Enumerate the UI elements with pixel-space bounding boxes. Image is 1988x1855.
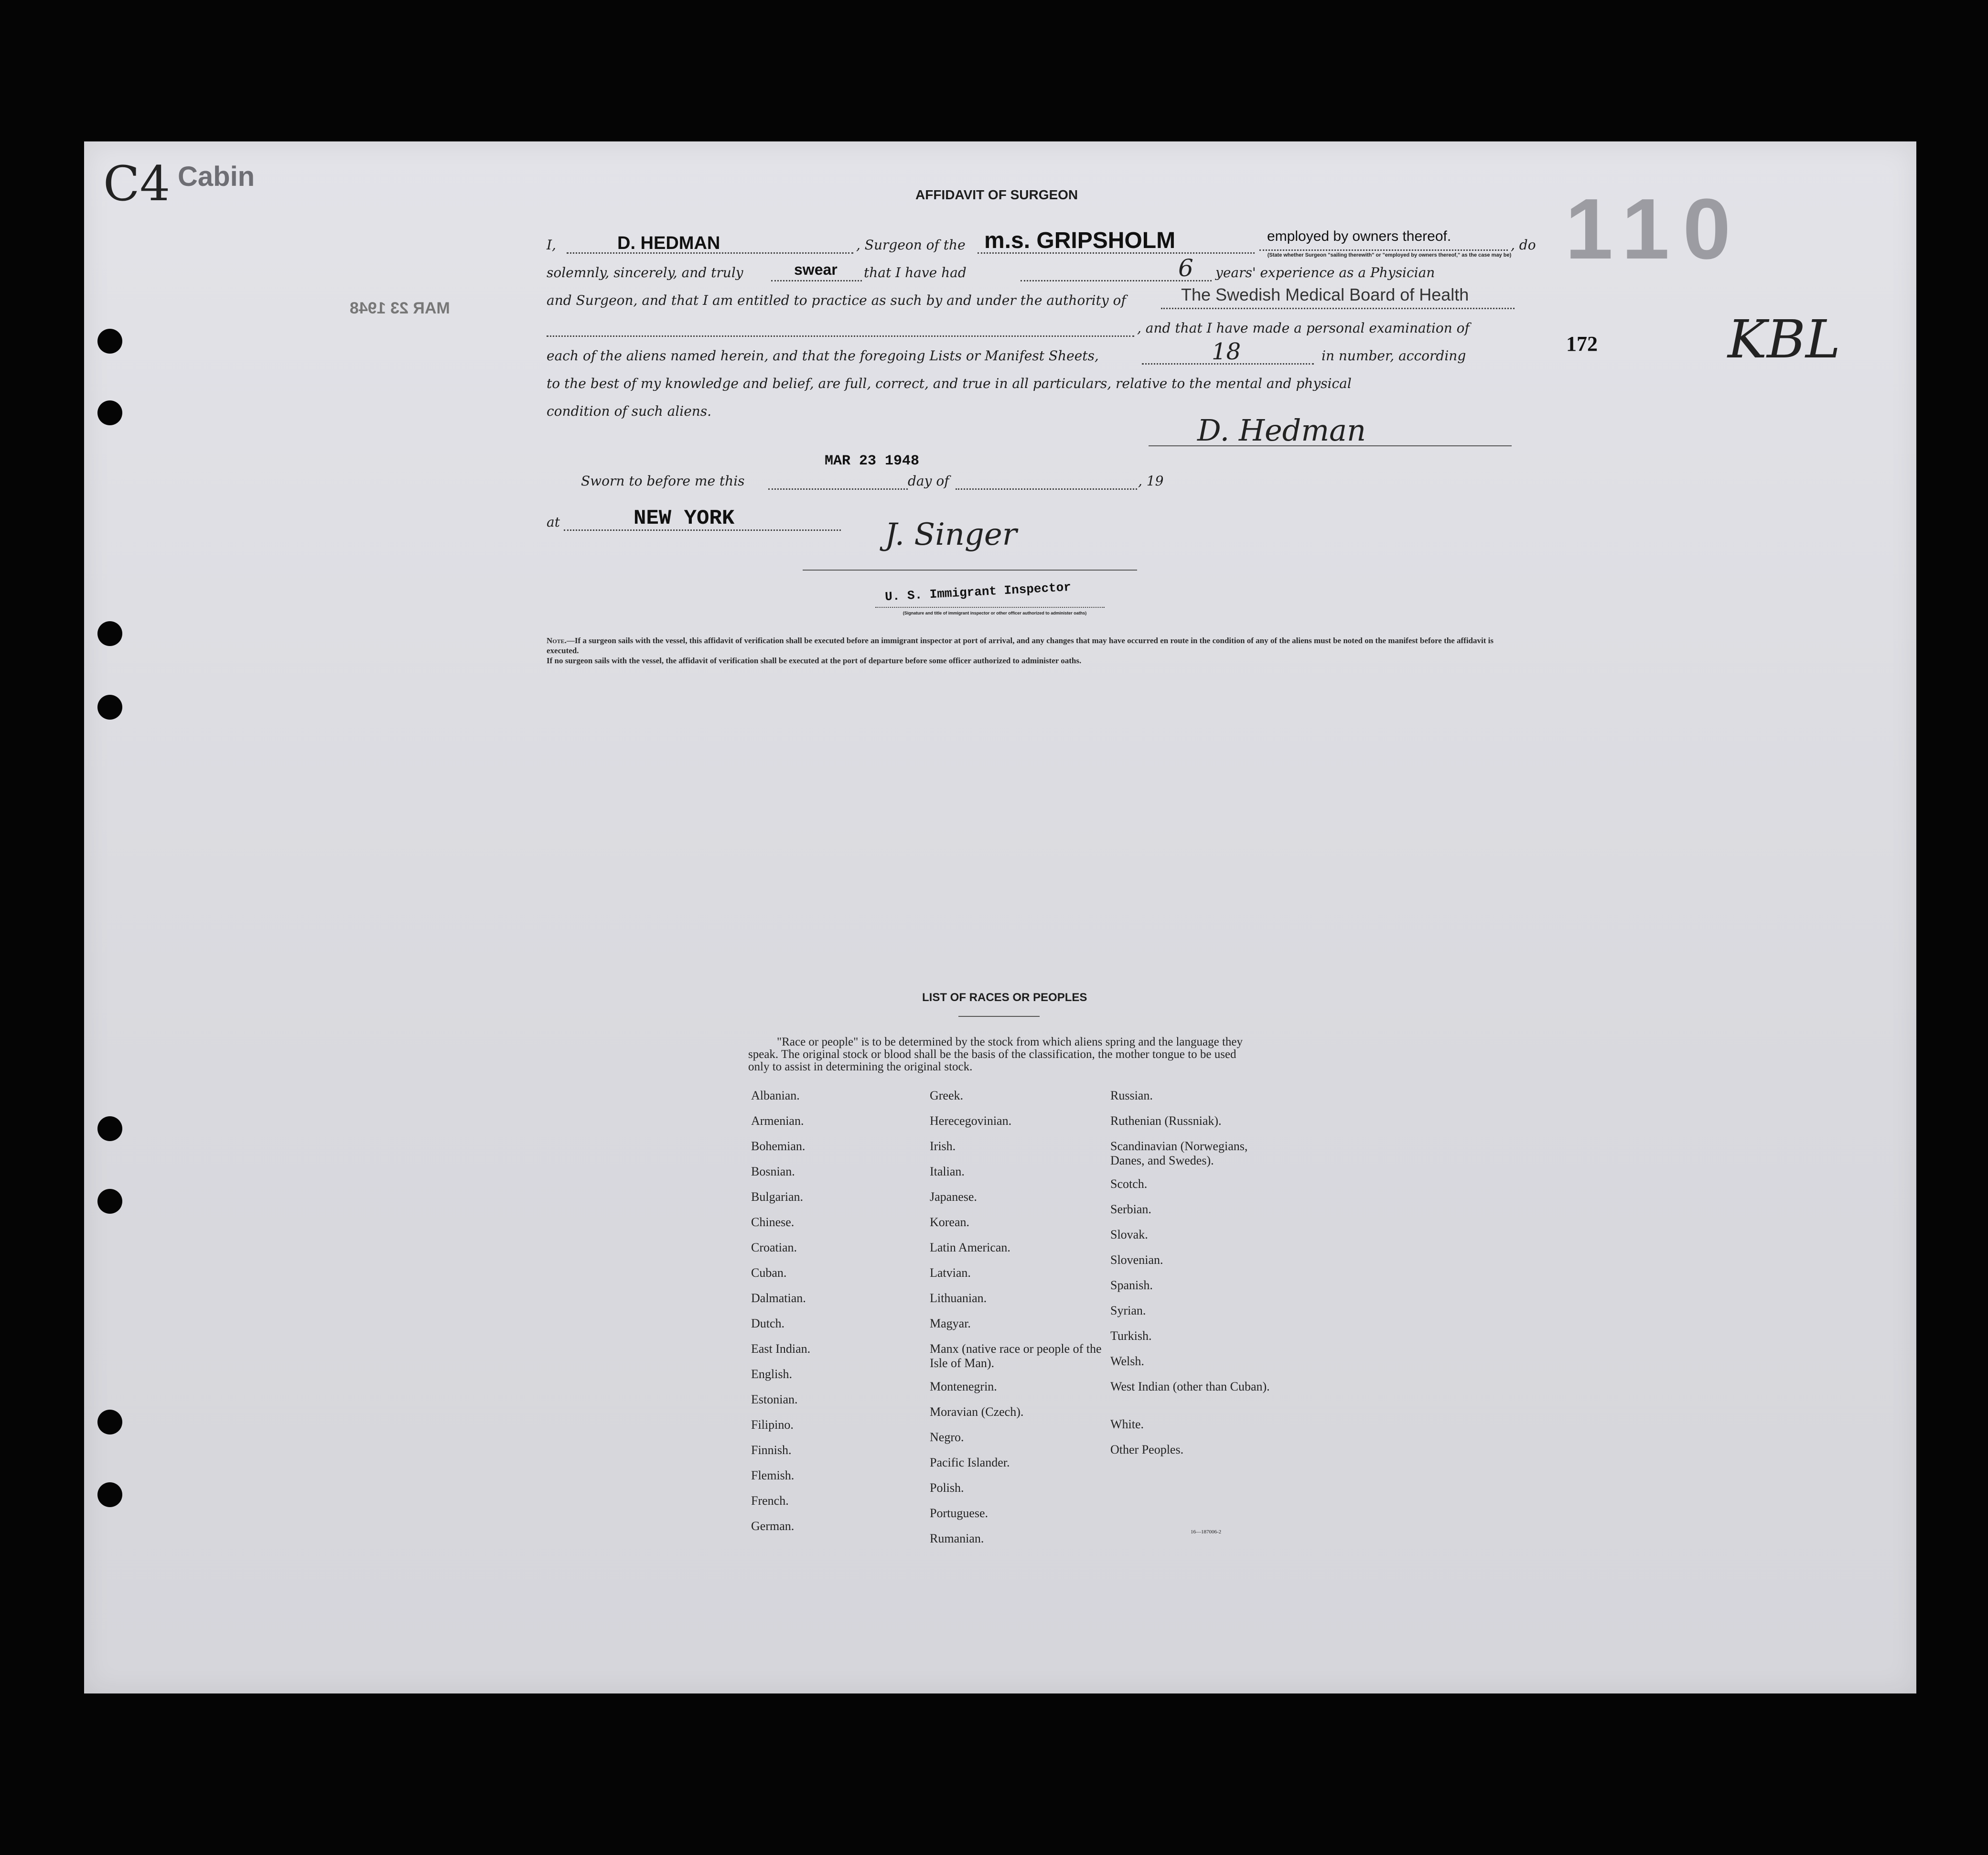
punch-hole xyxy=(97,1482,122,1507)
race-item: Herecegovinian. xyxy=(930,1114,1012,1128)
inspector-title-blank xyxy=(875,607,1105,608)
form-number: 16—187006-2 xyxy=(1191,1529,1222,1535)
race-item: Pacific Islander. xyxy=(930,1456,1010,1469)
employment-status: employed by owners thereof. xyxy=(1267,228,1451,244)
affidavit-title: AFFIDAVIT OF SURGEON xyxy=(915,187,1078,202)
years-value: 6 xyxy=(1178,254,1193,282)
race-item: Armenian. xyxy=(751,1114,804,1128)
race-item: Japanese. xyxy=(930,1190,977,1204)
authority-blank xyxy=(1161,308,1515,309)
race-item: Scandinavian (Norwegians, Danes, and Swedes). xyxy=(1110,1139,1248,1167)
race-item: Bohemian. xyxy=(751,1139,806,1153)
punch-hole xyxy=(97,621,122,646)
race-item: Welsh. xyxy=(1110,1354,1144,1368)
race-item: Latin American. xyxy=(930,1240,1010,1254)
race-item: Cuban. xyxy=(751,1266,787,1280)
inspector-signature: J. Singer xyxy=(885,517,1017,552)
race-item: Lithuanian. xyxy=(930,1291,987,1305)
punch-hole xyxy=(97,1116,122,1141)
race-item: Other Peoples. xyxy=(1110,1443,1184,1456)
sworn-day-label: day of xyxy=(908,473,949,489)
inspector-signature-line xyxy=(803,570,1137,571)
place-value: NEW YORK xyxy=(634,507,735,530)
race-item: East Indian. xyxy=(751,1342,811,1356)
punch-hole xyxy=(97,1189,122,1214)
race-item: Scotch. xyxy=(1110,1177,1148,1191)
race-item: Polish. xyxy=(930,1481,964,1495)
page-number: 172 xyxy=(1566,332,1598,356)
manifest-sheet xyxy=(84,141,1916,1693)
race-item: Manx (native race or people of the Isle of Man). xyxy=(930,1342,1102,1370)
inspector-title: U. S. Immigrant Inspector xyxy=(884,580,1072,604)
race-item: Dutch. xyxy=(751,1316,785,1330)
surgeon-of-text: , Surgeon of the xyxy=(856,237,966,253)
employment-blank xyxy=(1259,249,1508,251)
race-item: Moravian (Czech). xyxy=(930,1405,1024,1419)
race-item: Ruthenian (Russniak). xyxy=(1110,1114,1222,1128)
line7: condition of such aliens. xyxy=(547,403,712,419)
races-title-rule xyxy=(958,1016,1040,1017)
races-column-2 xyxy=(930,1089,1102,1557)
race-item: Finnish. xyxy=(751,1443,792,1457)
authority-blank-2 xyxy=(547,335,1134,337)
race-item: Negro. xyxy=(930,1430,964,1444)
sworn-date-stamp: MAR 23 1948 xyxy=(825,453,920,469)
race-item: Chinese. xyxy=(751,1215,795,1229)
race-item: Serbian. xyxy=(1110,1202,1151,1216)
line5-prefix: each of the aliens named herein, and that the foregoing Lists or Manifest Sheets, xyxy=(547,348,1099,364)
inspector-caption: (Signature and title of immigrant inspector or other officer authorized to administer oaths) xyxy=(903,611,1087,615)
race-item: Turkish. xyxy=(1110,1329,1152,1343)
race-item: Bosnian. xyxy=(751,1165,795,1178)
sworn-prefix: Sworn to before me this xyxy=(581,473,745,489)
race-item: Syrian. xyxy=(1110,1304,1146,1317)
race-item: Bulgarian. xyxy=(751,1190,804,1204)
surgeon-signature: D. Hedman xyxy=(1197,413,1366,448)
cabin-stamp: Cabin xyxy=(178,161,255,192)
sworn-day-blank xyxy=(768,488,908,490)
race-item: Rumanian. xyxy=(930,1531,984,1545)
races-column-3 xyxy=(1110,1089,1282,1468)
line6: to the best of my knowledge and belief, are full, correct, and true in all particulars, relative to the mental and physical xyxy=(547,376,1352,391)
surgeon-name: D. HEDMAN xyxy=(617,233,720,253)
race-item: Spanish. xyxy=(1110,1278,1153,1292)
line1-suffix: , do xyxy=(1511,237,1536,253)
race-item: Dalmatian. xyxy=(751,1291,806,1305)
authority-value: The Swedish Medical Board of Health xyxy=(1181,285,1469,304)
race-item: Filipino. xyxy=(751,1418,794,1432)
race-item: West Indian (other than Cuban). xyxy=(1110,1380,1270,1393)
race-item: Slovenian. xyxy=(1110,1253,1163,1267)
punch-hole xyxy=(97,1410,122,1434)
oath-word: swear xyxy=(794,261,838,278)
races-intro: "Race or people" is to be determined by the stock from which aliens spring and the language they speak. The original stock or blood shall be the basis of the classification, the mother tongue to be used only to assist in determining the original stock. xyxy=(748,1035,1243,1073)
race-item: Russian. xyxy=(1110,1089,1153,1102)
handwritten-c4: C4 xyxy=(103,156,171,212)
line2-mid: that I have had xyxy=(864,265,967,280)
race-item: Flemish. xyxy=(751,1468,795,1482)
race-item: Greek. xyxy=(930,1089,964,1102)
sworn-month-blank xyxy=(956,488,1137,490)
race-item: Korean. xyxy=(930,1215,970,1229)
line2-prefix: solemnly, sincerely, and truly xyxy=(547,265,743,280)
races-column-1 xyxy=(751,1089,913,1544)
race-item: Magyar. xyxy=(930,1316,971,1330)
race-item: Italian. xyxy=(930,1165,965,1178)
race-item: French. xyxy=(751,1494,789,1508)
line2-suffix: years' experience as a Physician xyxy=(1215,265,1435,280)
line5-suffix: in number, according xyxy=(1322,348,1466,364)
line4-suffix: , and that I have made a personal examination of xyxy=(1137,320,1470,336)
race-item: Montenegrin. xyxy=(930,1380,997,1393)
handwritten-initials: KBL xyxy=(1728,309,1841,370)
date-stamp-reversed: MAR 23 1948 xyxy=(350,299,450,317)
race-item: Croatian. xyxy=(751,1240,797,1254)
race-item: Latvian. xyxy=(930,1266,971,1280)
affidavit-note xyxy=(547,636,1512,666)
races-title: LIST OF RACES OR PEOPLES xyxy=(922,991,1087,1004)
sworn-year: , 19 xyxy=(1138,473,1164,489)
note-text-1: —If a surgeon sails with the vessel, this affidavit of verification shall be executed before an immigrant inspector at port of arrival, and any changes that may have occurred en route in the condition of any of the aliens must be noted on the manifest before the affidavit is executed. xyxy=(547,636,1494,655)
line1-prefix: I, xyxy=(547,237,556,253)
punch-hole xyxy=(97,695,122,720)
sheets-count: 18 xyxy=(1212,338,1241,365)
surgeon-signature-line xyxy=(1149,445,1512,446)
race-item: Albanian. xyxy=(751,1089,800,1102)
race-item: Irish. xyxy=(930,1139,956,1153)
note-text-2: If no surgeon sails with the vessel, the affidavit of verification shall be executed at the port of departure before some officer authorized to administer oaths. xyxy=(547,656,1082,665)
employment-note: (State whether Surgeon "sailing therewith" or "employed by owners thereof," as the case may be) xyxy=(1267,252,1512,258)
race-item: English. xyxy=(751,1367,792,1381)
at-label: at xyxy=(547,514,560,530)
race-item: Slovak. xyxy=(1110,1228,1148,1241)
race-item: White. xyxy=(1110,1417,1144,1431)
vessel-name: m.s. GRIPSHOLM xyxy=(984,228,1176,253)
oath-blank xyxy=(771,280,862,281)
line3-prefix: and Surgeon, and that I am entitled to practice as such by and under the authority of xyxy=(547,292,1126,308)
race-item: German. xyxy=(751,1519,795,1533)
large-sheet-number: 110 xyxy=(1565,181,1744,277)
race-item: Estonian. xyxy=(751,1392,798,1406)
punch-hole xyxy=(97,400,122,425)
note-label: Note. xyxy=(547,636,567,645)
punch-hole xyxy=(97,329,122,354)
race-item: Portuguese. xyxy=(930,1506,989,1520)
